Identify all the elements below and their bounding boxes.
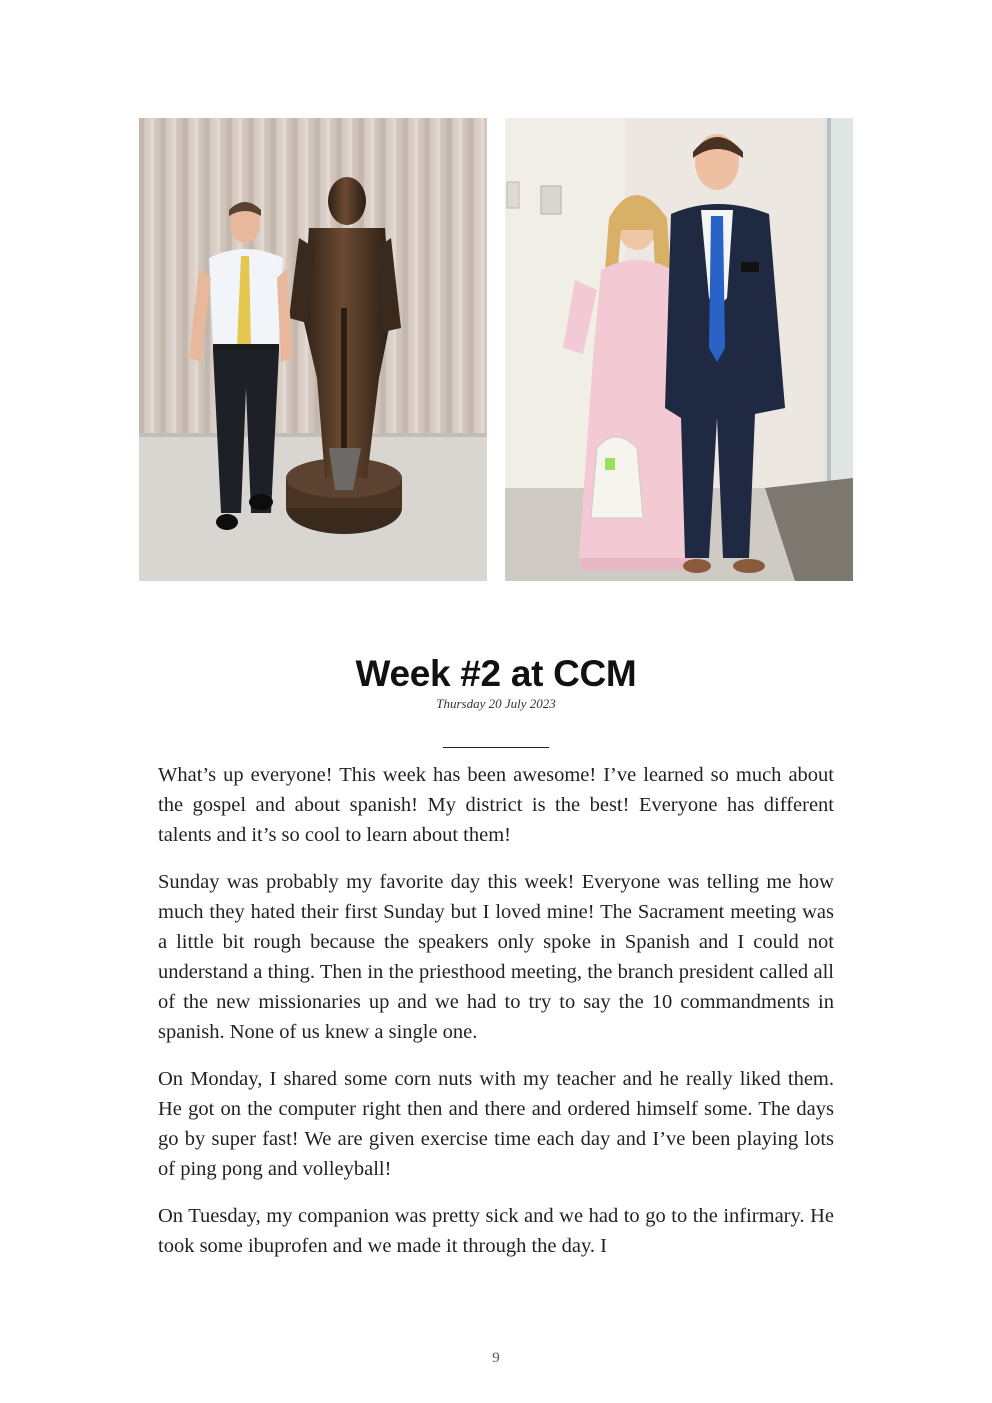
article-date: Thursday 20 July 2023 [436, 696, 556, 711]
page-number: 9 [492, 1350, 500, 1366]
article-title: Week #2 at CCM [355, 653, 637, 694]
paragraph: On Tuesday, my companion was pretty sick and we had to go to the infirmary. He took some ibuprofen and we made it through the day. I [158, 1205, 834, 1257]
paragraph: On Monday, I shared some corn nuts with my teacher and he really liked them. He got on the computer right then and there and ordered himself some. The days go by super fast! We are given exercise time each day and I’ve been playing lots of ping pong and volleyball! [158, 1068, 834, 1180]
title-divider [443, 747, 549, 748]
photo-missionary-with-sister [505, 118, 853, 581]
paragraph: Sunday was probably my favorite day this week! Everyone was telling me how much they hated their first Sunday but I loved mine! The Sacrament meeting was a little bit rough because the speakers only spoke in Spanish and I could not understand a thing. Then in the priesthood meeting, the branch president called all of the new missionaries up and we had to try to say the 10 commandments in spanish. None of us knew a single one. [158, 871, 834, 1043]
paragraph: What’s up everyone! This week has been awesome! I’ve learned so much about the gospel and about spanish! My district is the best! Everyone has different talents and it’s so cool to learn about them! [158, 764, 834, 846]
article-body [158, 760, 834, 1278]
photo-missionary-with-statue [139, 118, 487, 581]
